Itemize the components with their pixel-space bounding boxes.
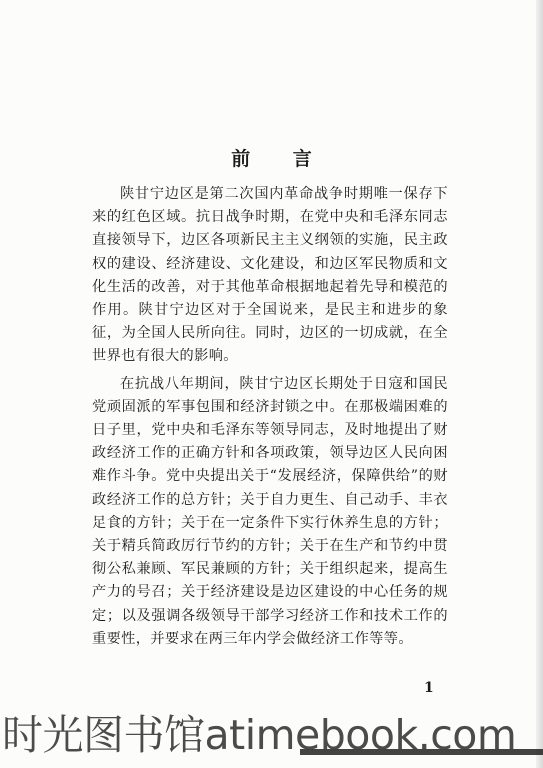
paragraph-1: 陕甘宁边区是第二次国内革命战争时期唯一保存下来的红色区域。抗日战争时期，在党中央和毛泽东同志直接领导下，边区各项新民主主义纲领的实施，民主政权的建设、经济建设、文化建设，和边区军民物质和文化生活的改善，对于其他革命根据地起着先导和模范的作用。陕甘宁边区对于全国说来，是民主和进步的象征，为全国人民所向往。同时，边区的一切成就，在全世界也有很大的影响。	[92, 186, 448, 365]
page-edge	[536, 0, 543, 768]
page-title: 前 言	[231, 148, 330, 170]
watermark-text: 时光图书馆atimebook.com	[2, 711, 517, 759]
page-number: 1	[424, 680, 434, 696]
page-body	[92, 183, 448, 651]
paragraph-2: 在抗战八年期间，陕甘宁边区长期处于日寇和国民党顽固派的军事包围和经济封锁之中。在那极端困难的日子里，党中央和毛泽东等领导同志，及时地提出了财政经济工作的正确方针和各项政策，领导边区人民向困难作斗争。党中央提出关于“发展经济，保障供给”的财政经济工作的总方针；关于自力更生、自己动手、丰衣足食的方针；关于在一定条件下实行休养生息的方针；关于精兵简政厉行节约的方针；关于在生产和节约中贯彻公私兼顾、军民兼顾的方针；关于组织起来，提高生产力的号召；关于经济建设是边区建设的中心任务的规定；以及强调各级领导干部学习经济工作和技术工作的重要性，并要求在两三年内学会做经济工作等等。	[92, 375, 448, 647]
